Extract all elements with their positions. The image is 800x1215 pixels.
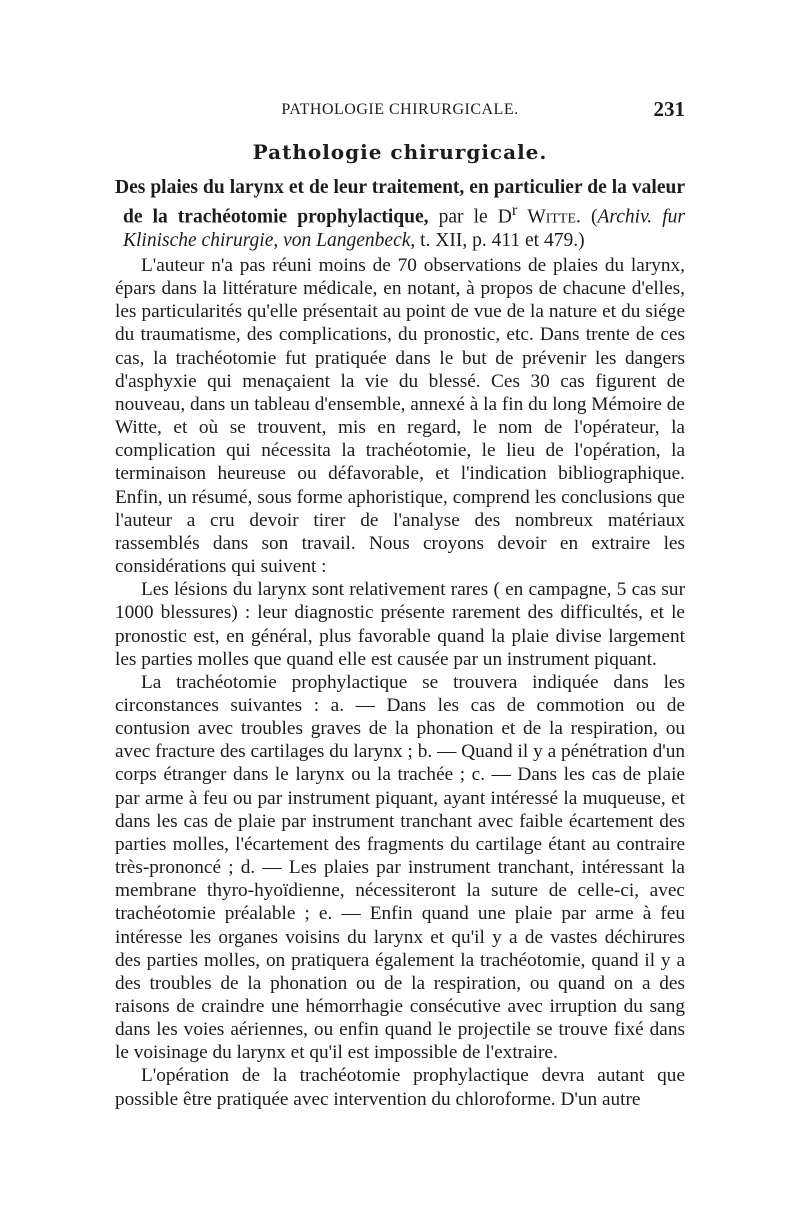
paragraph: L'opération de la trachéotomie prophylactique devra autant que possible être pratiquée avec intervention du chloroforme. D'un autre [115,1065,685,1110]
article-by-superscript: r [511,201,518,219]
body-text [115,254,685,1111]
article-citation-close: t. XII, p. 411 et 479.) [415,229,585,251]
article-title: Des plaies du larynx et de leur traitement, en particulier de la valeur de la trachéotomie prophylactique, [115,177,685,228]
article-journal: Archiv. fur Klinische chirurgie, von Langenbeck, [123,206,686,251]
article-by: par le D [428,206,512,228]
page-number: 231 [653,97,685,121]
paragraph: Les lésions du larynx sont relativement rares ( en campagne, 5 cas sur 1000 blessures) : leur diagnostic présente rarement des difficultés, et le pronostic est, en général, plus favorable quand la plaie divise largement les parties molles que quand elle est causée par un instrument piquant. [115,579,685,670]
article-author: Witte [527,206,577,228]
running-head [115,97,685,123]
article-citation-open: . ( [576,206,598,228]
section-title: Pathologie chirurgicale. [252,140,548,164]
running-head-title: PATHOLOGIE CHIRURGICALE. [281,101,519,118]
paragraph: La trachéotomie prophylactique se trouvera indiquée dans les circonstances suivantes : a. — Dans les cas de commotion ou de contusion avec troubles graves de la phonation et de la respiration, ou avec fracture des cartilages du larynx ; b. — Quand il y a pénétration d'un corps étranger dans le larynx ou la trachée ; c. — Dans les cas de plaie par arme à feu ou par instrument piquant, ayant intéressé la muqueuse, et dans les cas de plaie par instrument tranchant avec faible écartement des parties molles, l'écartement des fragments du cartilage étant au contraire très-prononcé ; d. — Les plaies par instrument tranchant, intéressant la membrane thyro-hyoïdienne, nécessiteront la suture de celle-ci, avec trachéotomie préalable ; e. — Enfin quand une plaie par arme à feu intéresse les organes voisins du larynx et qu'il y a de vastes déchirures des parties molles, on pratiquera également la trachéotomie, quand il y a des troubles de la phonation ou de la respiration, ou quand on a des raisons de craindre une hémorrhagie consécutive avec irruption du sang dans les voies aériennes, ou enfin quand le projectile se trouve fixé dans le voisinage du larynx et qu'il est impossible de l'extraire. [115,671,685,1064]
article-heading [115,176,685,252]
paragraph: L'auteur n'a pas réuni moins de 70 observations de plaies du larynx, épars dans la littérature médicale, en notant, à propos de chacune d'elles, les particularités qu'elle présentait au point de vue de la nature et du siége du traumatisme, des complications, du pronostic, etc. Dans trente de ces cas, la trachéotomie fut pratiquée dans le but de prévenir les dangers d'asphyxie qui menaçaient la vie du blessé. Ces 30 cas figurent de nouveau, dans un tableau d'ensemble, annexé à la fin du long Mémoire de Witte, et où se trouvent, mis en regard, le nom de l'opérateur, la complication qui nécessita la trachéotomie, le lieu de l'opération, la terminaison heureuse ou défavorable, et l'indication bibliographique. Enfin, un résumé, sous forme aphoristique, comprend les conclusions que l'auteur a cru devoir tirer de l'analyse des nombreux matériaux rassemblés dans son travail. Nous croyons devoir en extraire les considérations qui suivent : [115,255,685,578]
